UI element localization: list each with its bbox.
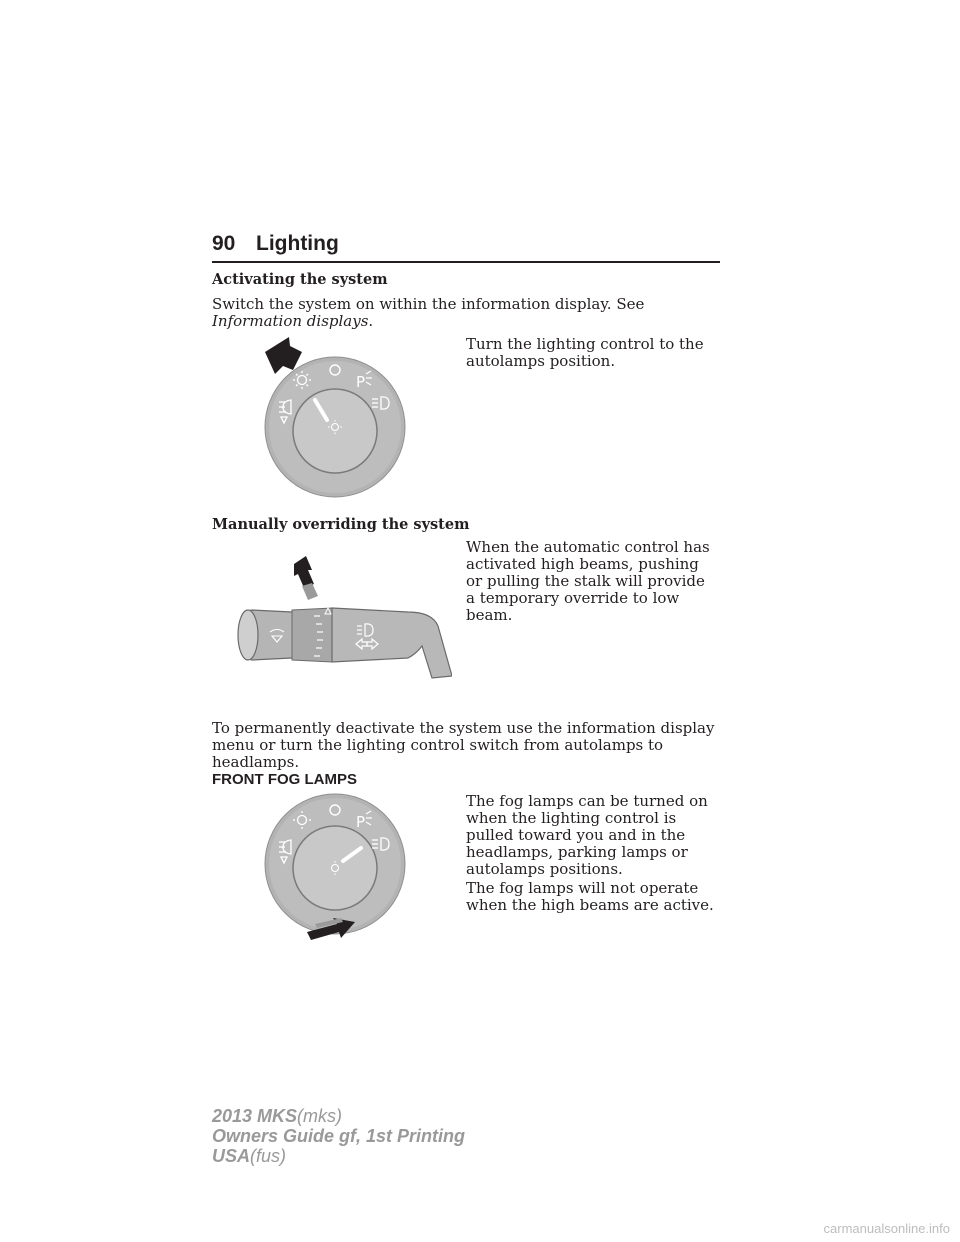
override-deactivate-text: To permanently deactivate the system use the information display menu or turn the lighting control switch from autolamps to headlamps.: [212, 719, 715, 771]
activating-intro: Switch the system on within the information display. See Information displays.: [212, 295, 645, 330]
fog-side-text-2: The fog lamps will not operate when the high beams are active.: [466, 879, 714, 914]
lighting-control-dial-fog: [255, 784, 415, 954]
svg-text:P: P: [356, 813, 366, 831]
arrow-icon: [294, 556, 314, 588]
info-displays-ref[interactable]: Information displays: [212, 312, 369, 330]
section-title: Lighting: [256, 232, 339, 255]
fog-side-text-1: The fog lamps can be turned on when the lighting control is pulled toward you and in the headlamps, parking lamps or autolamps positions.: [466, 792, 708, 878]
watermark[interactable]: carmanualsonline.info: [823, 1221, 950, 1236]
footer: 2013 MKS(mks) Owners Guide gf, 1st Printing USA(fus): [212, 1106, 466, 1166]
heading-fog-lamps: FRONT FOG LAMPS: [212, 771, 357, 788]
activating-side-text: Turn the lighting control to the autolamps position.: [466, 335, 704, 370]
page-number: 90: [212, 232, 236, 255]
heading-override: Manually overriding the system: [212, 516, 470, 533]
lighting-stalk: [232, 556, 452, 680]
heading-activating: Activating the system: [212, 271, 388, 288]
svg-text:P: P: [356, 373, 366, 391]
header-rule: [212, 261, 720, 263]
lighting-control-dial-autolamps: [255, 330, 415, 500]
override-side-text: When the automatic control has activated high beams, pushing or pulling the stalk will provide a temporary override to low beam.: [466, 538, 710, 624]
